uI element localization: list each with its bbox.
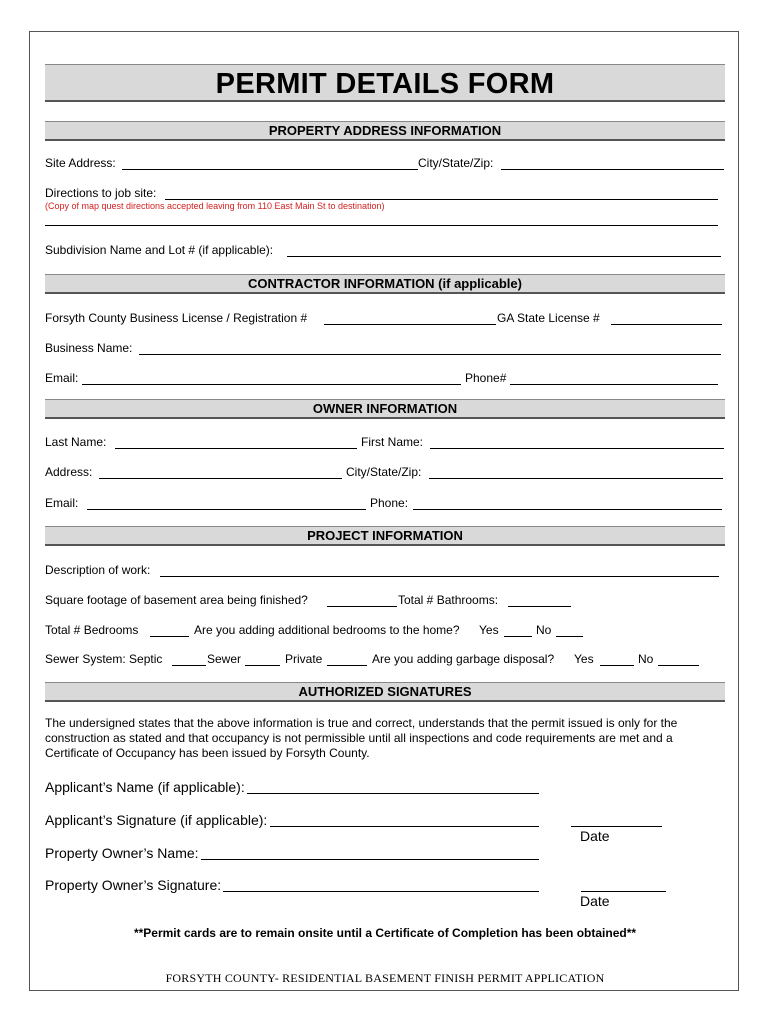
owner-email-field[interactable] bbox=[87, 509, 366, 510]
applicant-name-label: Applicant’s Name (if applicable): bbox=[45, 779, 245, 795]
business-name-field[interactable] bbox=[139, 354, 721, 355]
owner-date-label: Date bbox=[580, 893, 610, 909]
contractor-phone-label: Phone# bbox=[465, 371, 507, 385]
disposal-yes-label: Yes bbox=[574, 652, 594, 666]
description-field[interactable] bbox=[160, 576, 719, 577]
garbage-disposal-label: Are you adding garbage disposal? bbox=[372, 652, 555, 666]
directions-field-line-2[interactable] bbox=[45, 225, 718, 226]
applicant-date-field[interactable] bbox=[571, 826, 662, 827]
contractor-email-label: Email: bbox=[45, 371, 79, 385]
owner-signature-label: Property Owner’s Signature: bbox=[45, 877, 222, 893]
square-footage-label: Square footage of basement area being finished? bbox=[45, 593, 308, 607]
sewer-system-septic-label: Sewer System: Septic bbox=[45, 652, 163, 666]
sewer-field[interactable] bbox=[245, 665, 280, 666]
bedrooms-no-label: No bbox=[536, 623, 552, 637]
septic-field[interactable] bbox=[172, 665, 206, 666]
subdivision-label: Subdivision Name and Lot # (if applicable): bbox=[45, 243, 274, 257]
bathrooms-label: Total # Bathrooms: bbox=[398, 593, 499, 607]
certification-statement: The undersigned states that the above information is true and correct, understands that the permit issued is only for the construction as stated and that occupancy is not permissible until all inspections and code requirements are met and a Certificate of Occupancy has been issued by Forsyth County. bbox=[45, 716, 678, 760]
applicant-signature-label: Applicant’s Signature (if applicable): bbox=[45, 812, 268, 828]
owner-email-label: Email: bbox=[45, 496, 79, 510]
directions-note: (Copy of map quest directions accepted leaving from 110 East Main St to destination) bbox=[45, 201, 385, 211]
business-license-label: Forsyth County Business License / Registration # bbox=[45, 311, 308, 325]
bedrooms-label: Total # Bedrooms bbox=[45, 623, 139, 637]
site-address-label: Site Address: bbox=[45, 156, 116, 170]
square-footage-field[interactable] bbox=[327, 606, 397, 607]
first-name-label: First Name: bbox=[361, 435, 424, 449]
applicant-name-field[interactable] bbox=[247, 793, 539, 794]
bedrooms-yes-label: Yes bbox=[479, 623, 499, 637]
bedrooms-no-field[interactable] bbox=[556, 636, 583, 637]
business-license-field[interactable] bbox=[324, 324, 496, 325]
contractor-email-field[interactable] bbox=[82, 384, 461, 385]
subdivision-field[interactable] bbox=[287, 256, 721, 257]
private-label: Private bbox=[285, 652, 323, 666]
last-name-field[interactable] bbox=[115, 448, 357, 449]
owner-phone-field[interactable] bbox=[413, 509, 722, 510]
owner-address-field[interactable] bbox=[99, 478, 342, 479]
disposal-no-label: No bbox=[638, 652, 654, 666]
owner-signature-field[interactable] bbox=[223, 891, 539, 892]
first-name-field[interactable] bbox=[430, 448, 724, 449]
permit-card-notice: **Permit cards are to remain onsite until a Certificate of Completion has been obtained** bbox=[133, 926, 637, 940]
adding-bedrooms-label: Are you adding additional bedrooms to the home? bbox=[194, 623, 460, 637]
last-name-label: Last Name: bbox=[45, 435, 107, 449]
disposal-yes-field[interactable] bbox=[600, 665, 634, 666]
project-section-header: PROJECT INFORMATION bbox=[45, 526, 725, 546]
form-footer: FORSYTH COUNTY- RESIDENTIAL BASEMENT FINISH PERMIT APPLICATION bbox=[165, 971, 605, 985]
owner-phone-label: Phone: bbox=[370, 496, 409, 510]
form-title-bar bbox=[45, 64, 725, 102]
private-field[interactable] bbox=[327, 665, 367, 666]
business-name-label: Business Name: bbox=[45, 341, 133, 355]
bedrooms-yes-field[interactable] bbox=[504, 636, 532, 637]
ga-license-field[interactable] bbox=[611, 324, 722, 325]
directions-label: Directions to job site: bbox=[45, 186, 157, 200]
ga-license-label: GA State License # bbox=[497, 311, 600, 325]
property-city-state-zip-label: City/State/Zip: bbox=[418, 156, 494, 170]
property-city-state-zip-field[interactable] bbox=[501, 169, 724, 170]
owner-date-field[interactable] bbox=[581, 891, 666, 892]
owner-name-field[interactable] bbox=[201, 859, 539, 860]
owner-section-header: OWNER INFORMATION bbox=[45, 399, 725, 419]
signatures-section-header: AUTHORIZED SIGNATURES bbox=[45, 682, 725, 702]
bathrooms-field[interactable] bbox=[508, 606, 571, 607]
owner-city-state-zip-field[interactable] bbox=[429, 478, 723, 479]
owner-address-label: Address: bbox=[45, 465, 93, 479]
bedrooms-field[interactable] bbox=[150, 636, 189, 637]
owner-city-state-zip-label: City/State/Zip: bbox=[346, 465, 422, 479]
owner-name-label: Property Owner’s Name: bbox=[45, 845, 199, 861]
applicant-signature-field[interactable] bbox=[270, 826, 539, 827]
property-section-header: PROPERTY ADDRESS INFORMATION bbox=[45, 121, 725, 141]
applicant-date-label: Date bbox=[580, 828, 610, 844]
contractor-section-header: CONTRACTOR INFORMATION (if applicable) bbox=[45, 274, 725, 294]
contractor-phone-field[interactable] bbox=[510, 384, 718, 385]
disposal-no-field[interactable] bbox=[658, 665, 699, 666]
site-address-field[interactable] bbox=[122, 169, 418, 170]
description-label: Description of work: bbox=[45, 563, 151, 577]
sewer-label: Sewer bbox=[207, 652, 242, 666]
form-title: PERMIT DETAILS FORM bbox=[215, 68, 555, 100]
directions-field[interactable] bbox=[165, 199, 718, 200]
